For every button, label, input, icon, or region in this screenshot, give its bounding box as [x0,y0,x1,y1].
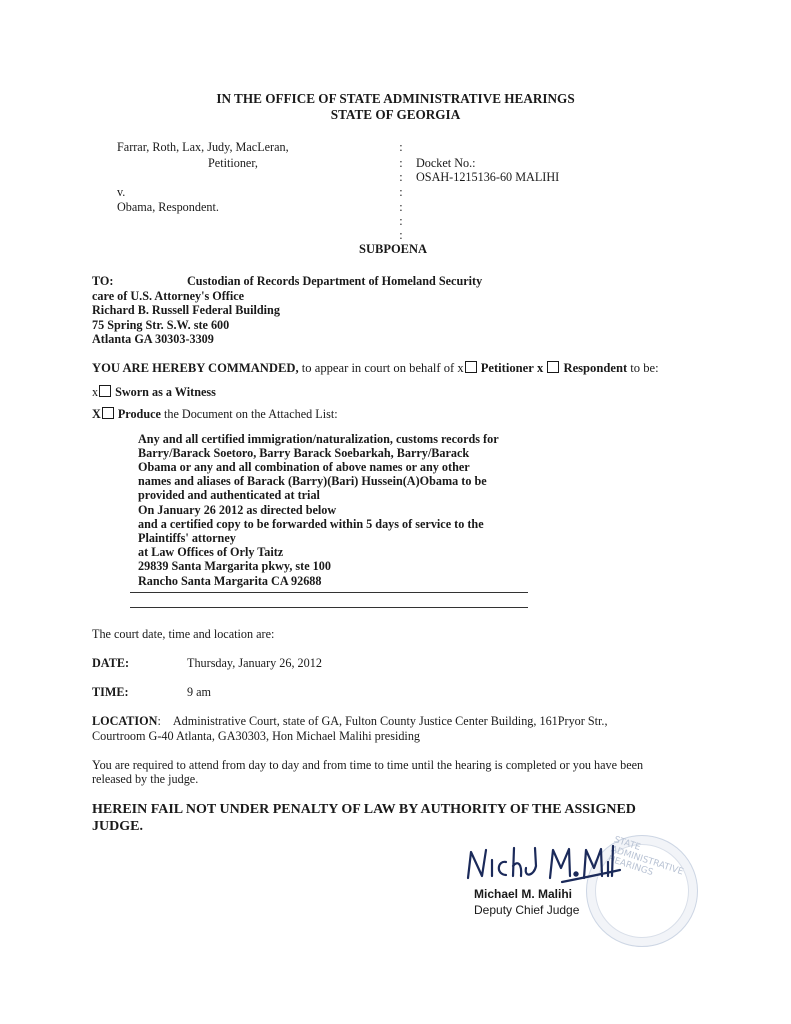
attendance-text-1: You are required to attend from day to day and from time to time until the hearing is completed or you have been [92,758,644,772]
documents-list-line: On January 26 2012 as directed below [138,503,337,517]
time-label: TIME: [92,685,129,699]
judge-name: Michael M. Malihi [474,887,573,901]
petitioners-names: Farrar, Roth, Lax, Judy, MacLeran, [117,140,289,154]
divider-line [130,607,528,608]
documents-list-line: at Law Offices of Orly Taitz [138,545,284,559]
documents-list-line: and a certified copy to be forwarded within 5 days of service to the [138,517,484,531]
respondent-checkbox[interactable] [547,361,559,373]
penalty-warning-end: JUDGE. [92,819,143,834]
caption-colon: : [399,156,403,170]
recipient-name: Custodian of Records Department of Homeland Security [187,274,483,288]
witness-mark: x [92,385,99,399]
command-suffix: to be: [627,361,659,375]
location-colon: : [157,714,161,728]
seal-text: STATE ADMINISTRATIVE HEARINGS [606,835,685,879]
judge-title: Deputy Chief Judge [474,903,580,917]
caption-colon: : [399,140,403,154]
produce-checkbox[interactable] [102,407,114,419]
caption-colon: : [399,170,403,184]
location-line-1 [92,714,608,729]
caption-colon: : [399,228,403,242]
state-heading: STATE OF GEORGIA [330,107,461,122]
documents-list-line: names and aliases of Barack (Barry)(Bari) Hussein(A)Obama to be [138,474,487,488]
command-line [92,361,659,376]
respondent-mark: x [537,361,544,375]
petitioner-label: Petitioner, [208,156,258,170]
documents-list-line: Plaintiffs' attorney [138,531,236,545]
petitioner-option-label: Petitioner [480,361,534,375]
documents-list-line: 29839 Santa Margarita pkwy, ste 100 [138,559,331,573]
recipient-address-line: Atlanta GA 30303-3309 [92,332,214,346]
court-intro: The court date, time and location are: [92,627,275,641]
documents-list-line: provided and authenticated at trial [138,488,320,502]
produce-mark: X [92,407,101,421]
caption-colon: : [399,185,403,199]
penalty-warning: HEREIN FAIL NOT UNDER PENALTY OF LAW BY AUTHORITY OF THE ASSIGNED [92,802,636,817]
produce-option [92,407,338,422]
respondent-name: Obama, Respondent. [117,200,219,214]
caption-colon: : [399,200,403,214]
recipient-address-line: Richard B. Russell Federal Building [92,303,280,317]
location-address: Administrative Court, state of GA, Fulton County Justice Center Building, 161Pryor Str., [172,714,608,728]
petitioner-checkbox[interactable] [465,361,477,373]
documents-list-line: Barry/Barack Soetoro, Barry Barack Soebarkah, Barry/Barack [138,446,470,460]
location-label: LOCATION [92,714,158,728]
to-label: TO: [92,274,114,288]
documents-list-line: Any and all certified immigration/naturalization, customs records for [138,432,499,446]
recipient-address-line: 75 Spring Str. S.W. ste 600 [92,318,230,332]
divider-line [130,592,528,593]
versus-label: v. [117,185,126,199]
date-label: DATE: [92,656,130,670]
respondent-option-label: Respondent [563,361,628,375]
command-lead: YOU ARE HEREBY COMMANDED, [92,361,299,375]
documents-list-line: Obama or any and all combination of above names or any other [138,460,470,474]
caption-colon: : [399,214,403,228]
attendance-text-2: released by the judge. [92,772,199,786]
court-heading: IN THE OFFICE OF STATE ADMINISTRATIVE HEARINGS [216,91,575,106]
recipient-address-line: care of U.S. Attorney's Office [92,289,245,303]
witness-label: Sworn as a Witness [115,385,216,399]
produce-bold-label: Produce [117,407,161,421]
time-value: 9 am [187,685,212,699]
location-line-2: Courtroom G-40 Atlanta, GA30303, Hon Michael Malihi presiding [92,729,421,743]
docket-label: Docket No.: [416,156,476,170]
command-text: to appear in court on behalf of [298,361,458,375]
documents-list-line: Rancho Santa Margarita CA 92688 [138,574,322,588]
petitioner-mark: x [457,361,464,375]
document-title: SUBPOENA [359,242,428,256]
date-value: Thursday, January 26, 2012 [187,656,322,670]
handwritten-signature [462,838,622,888]
docket-number: OSAH-1215136-60 MALIHI [416,170,560,184]
witness-checkbox[interactable] [99,385,111,397]
witness-option [92,385,216,400]
produce-rest-label: the Document on the Attached List: [160,407,338,421]
